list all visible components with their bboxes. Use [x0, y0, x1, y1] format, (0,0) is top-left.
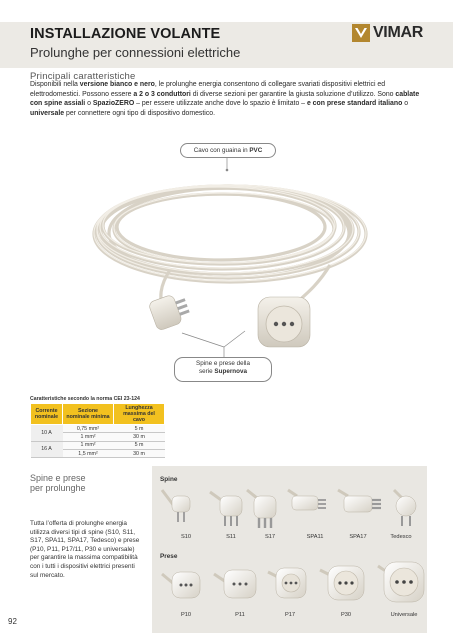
socket-label-universale: Universale [390, 612, 418, 618]
plugs-sockets-panel [0, 466, 453, 641]
socket-label-p11: P11 [235, 612, 245, 618]
socket-label-p17: P17 [284, 612, 296, 618]
spec-table [30, 403, 165, 458]
socket-label-p10: P10 [180, 612, 192, 618]
socket-universale-image [378, 562, 424, 602]
spine-row-label: Spine [160, 476, 178, 483]
spec-header-length: Lunghezza massima del cavo [114, 404, 165, 425]
page-subtitle: Prolunghe per connessioni elettriche [30, 45, 241, 60]
plug-callout: Spine e prese della serie Supernova [174, 357, 272, 382]
spec-cell-current: 16 A [31, 441, 63, 458]
spec-cell-section: 1 mm² [63, 433, 114, 441]
coiled-cable-image [0, 135, 453, 390]
plug-label-spa11: SPA11 [306, 534, 324, 540]
plug-s10-image [162, 490, 190, 522]
page-title: INSTALLAZIONE VOLANTE [30, 26, 221, 42]
plug-spa11-image [288, 490, 326, 510]
spec-table-title: Caratteristiche secondo la norma CEI 23-124 [30, 396, 140, 402]
plug-spa17-image [338, 490, 381, 512]
plugs-sockets-gallery [152, 466, 427, 633]
plug-label-s10: S10 [180, 534, 192, 540]
brand-logo [352, 24, 423, 42]
spec-cell-length: 5 m [114, 441, 165, 449]
socket-p11-image [214, 570, 256, 598]
cable-illustration [0, 135, 453, 390]
spec-header-section: Sezione nominale minima [63, 404, 114, 425]
spec-cell-length: 30 m [114, 433, 165, 441]
socket-label-p30: P30 [340, 612, 352, 618]
page-number: 92 [8, 617, 17, 626]
socket-p30-image [320, 566, 364, 600]
plug-label-tedesco: Tedesco [390, 534, 412, 540]
lower-heading: Spine e prese per prolunghe [30, 473, 86, 493]
plug-s11-image [210, 492, 242, 526]
brand-name: VIMAR [372, 24, 423, 41]
plug-label-spa17: SPA17 [349, 534, 367, 540]
intro-paragraph: Disponibili nella versione bianco e nero, le prolunghe energia consentono di collegare svariati dispositivi elettrici ed elettrodomestici. Possono essere a 2 o 3 conduttori di diverse sezioni per garantire la giusta soluzione d’utilizzo. Sono cablate con spine assiali o SpazioZERO – per essere utilizzate anche dove lo spazio è limitato – e con prese standard italiano o universale per connettere ogni tipo di dispositivo domestico. [30, 81, 420, 118]
spec-cell-length: 5 m [114, 425, 165, 433]
lower-description: Tutta l’offerta di prolunghe energia utilizza diversi tipi di spine (S10, S11, S17, SPA11, SPA17, Tedesco) e prese (P10, P11, P17/11, P30 e universale) per garantire la massima compatibilità con i tutti i dispositivi elettrici presenti sul mercato. [30, 520, 140, 579]
table-row [31, 425, 165, 433]
socket-p10-image [162, 572, 200, 598]
plug-label-s11: S11 [226, 534, 236, 540]
brand-mark-icon [352, 24, 370, 42]
table-row [31, 441, 165, 449]
plugs-sockets-images [152, 466, 427, 633]
prese-row-label: Prese [160, 553, 178, 560]
spec-cell-current: 10 A [31, 425, 63, 442]
socket-p17-image [268, 568, 306, 598]
plug-tedesco-image [394, 490, 416, 526]
cable-callout: Cavo con guaina in PVC [180, 143, 276, 158]
plug-s17-image [247, 490, 276, 528]
spec-cell-section: 0,75 mm² [63, 425, 114, 433]
plug-label-s17: S17 [264, 534, 276, 540]
spec-header-current: Corrente nominale [31, 404, 63, 425]
spec-cell-section: 1 mm² [63, 441, 114, 449]
spec-cell-section: 1,5 mm² [63, 449, 114, 457]
spec-cell-length: 30 m [114, 449, 165, 457]
section-heading: Principali caratteristiche [30, 71, 136, 82]
